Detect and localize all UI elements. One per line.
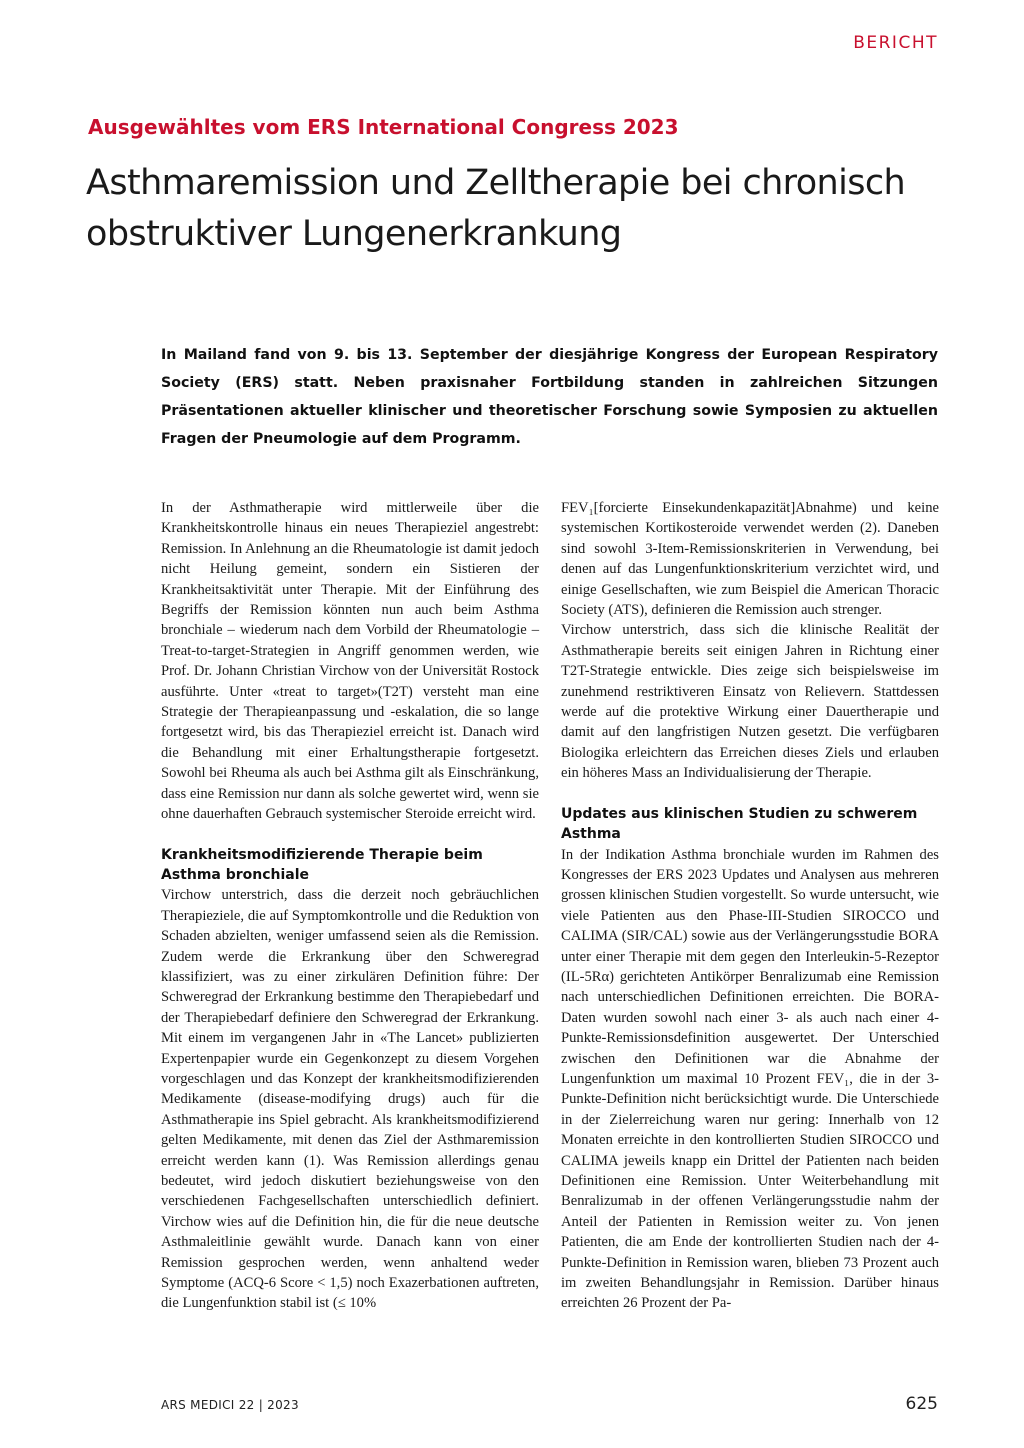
kicker: Ausgewähltes vom ERS International Congress 2023 bbox=[88, 115, 679, 139]
body-paragraph: Virchow unterstrich, dass sich die klinische Realität der Asthmatherapie bereits seit einigen Jahren in Richtung einer T2T-Strategie entwickle. Dies zeige sich beispielsweise im zunehmend restriktiveren Einsatz von Relievern. Stattdessen werde auf die protektive Wirkung einer Dauertherapie und damit auf den langfristigen Nutzen gesetzt. Die verfügbaren Biologika erleichtern das Erreichen dieses Ziels und erlauben ein höheres Mass an Individualisierung der Therapie. bbox=[561, 622, 939, 782]
body-paragraph: In der Indikation Asthma bronchiale wurden im Rahmen des Kongresses der ERS 2023 Updates und Analysen aus mehreren grossen klinischen Studien vorgestellt. So wurde untersucht, wie viele Patienten aus den Phase-III-Studien SIROCCO und CALIMA (SIR/CAL) sowie aus der Verlängerungsstudie BORA unter einer Therapie mit dem gegen den Interleukin-5-Rezeptor (IL-5Rα) gerichteten Antikörper Benralizumab eine Remission nach unterschiedlichen Definitionen erreichten. Die BORA-Daten wurden sowohl nach einer 3- als auch nach einer 4-Punkte-Remissionsdefinition ausgewertet. Der Unterschied zwischen den Definitionen war die Abnahme der Lungenfunktion um maximal 10 Prozent FEV₁, die in der 3-Punkte-Definition nicht berücksichtigt wurde. Die Unterschiede in der Zielerreichung waren nur gering: Innerhalb von 12 Monaten erreichte in den kontrollierten Studien SIROCCO und CALIMA jeweils knapp ein Drittel der Patienten nach beiden Definitionen eine Remission. Unter Weiterbehandlung mit Benralizumab in der offenen Verlängerungsstudie nahm der Anteil der Patienten in Remission weiter zu. Von jenen Patienten, die am Ende der kontrollierten Studien nach der 4-Punkte-Definition in Remission waren, blieben 73 Prozent auch im zweiten Behandlungsjahr in Remission. Darüber hinaus erreichten 26 Prozent der Pa- bbox=[561, 846, 939, 1312]
section-label: BERICHT bbox=[853, 33, 938, 53]
subheading: Updates aus klinischen Studien zu schwerem Asthma bbox=[561, 805, 918, 843]
body-paragraph: Virchow unterstrich, dass die derzeit noch gebräuchlichen Therapieziele, die auf Symptomkontrolle und die Reduktion von Schaden abzielten, weniger umfassend seien als die Remission. Zudem werde die Erkrankung über den Schweregrad klassifiziert, was zu einer zirkulären Definition führe: Der Schweregrad der Erkrankung bestimme den Therapiebedarf und der Therapiebedarf definiere den Schweregrad der Erkrankung. Mit einem im vergangenen Jahr in «The Lancet» publizierten Expertenpapier wurde ein Gegenkonzept zu diesem Vorgehen vorgeschlagen und das Konzept der krankheitsmodifizierenden Medikamente (disease-modifying drugs) auch für die Asthmatherapie ins Spiel gebracht. Als krankheitsmodifizierend gelten Medikamente, mit denen das Ziel der Asthmaremission erreicht werden kann (1). Was Remission allerdings genau bedeutet, wird jedoch diskutiert beziehungsweise von den verschiedenen Fachgesellschaften unterschiedlich definiert. Virchow wies auf die Definition hin, die für die neue deutsche Asthmaleitlinie gewählt wurde. Danach kann von einer Remission gesprochen werden, wenn anhaltend weder Symptome (ACQ-6 Score < 1,5) noch Exazerbationen auftreten, die Lungenfunktion stabil ist (≤ 10% bbox=[161, 887, 539, 1312]
body-column-left bbox=[161, 498, 539, 1314]
page-number: 625 bbox=[905, 1394, 938, 1414]
journal-issue: ARS MEDICI 22 | 2023 bbox=[161, 1398, 299, 1412]
subheading: Krankheitsmodifizierende Therapie beim Asthma bronchiale bbox=[161, 846, 483, 883]
lead-paragraph: In Mailand fand von 9. bis 13. September der diesjährige Kongress der European Respiratory Society (ERS) statt. Neben praxisnaher Fortbildung standen in zahlreichen Sitzungen Präsentationen aktueller klinischer und theoretischer Forschung sowie Symposien zu aktuellen Fragen der Pneumologie auf dem Programm. bbox=[161, 347, 938, 447]
body-paragraph: In der Asthmatherapie wird mittlerweile über die Krankheitskontrolle hinaus ein neues Therapieziel angestrebt: Remission. In Anlehnung an die Rheumatologie ist damit jedoch nicht Heilung gemeint, sondern ein Sistieren der Krankheitsaktivität unter Therapie. Mit der Einführung des Begriffs der Remission könnten nun auch beim Asthma bronchiale – wiederum nach dem Vorbild der Rheumatologie – Treat-to-target-Strategien in Angriff genommen werden, wie Prof. Dr. Johann Christian Virchow von der Universität Rostock ausführte. Unter «treat to target»(T2T) versteht man eine Strategie der Therapieanpassung und -eskalation, die so lange fortgesetzt wird, bis das Therapieziel erreicht ist. Danach wird die Behandlung mit einer Erhaltungstherapie fortgesetzt. Sowohl bei Rheuma als auch bei Asthma gilt als Einschränkung, dass eine Remission nur dann als solche gewertet wird, wenn sie ohne dauerhaften Gebrauch systemischer Steroide erreicht wird. bbox=[161, 500, 539, 823]
body-column-right bbox=[561, 498, 939, 1314]
body-paragraph: FEV₁[forcierte Einsekundenkapazität]Abnahme) und keine systemischen Kortikosteroide verwendet werden (2). Daneben sind sowohl 3-Item-Remissionskriterien in Verwendung, bei denen auf das Lungenfunktionskriterium verzichtet wird, und einige Gesellschaften, wie zum Beispiel die American Thoracic Society (ATS), definieren die Remission auch strenger. bbox=[561, 500, 939, 619]
article-title: Asthmaremission und Zelltherapie bei chronisch obstruktiver Lungenerkrankung bbox=[86, 163, 906, 254]
